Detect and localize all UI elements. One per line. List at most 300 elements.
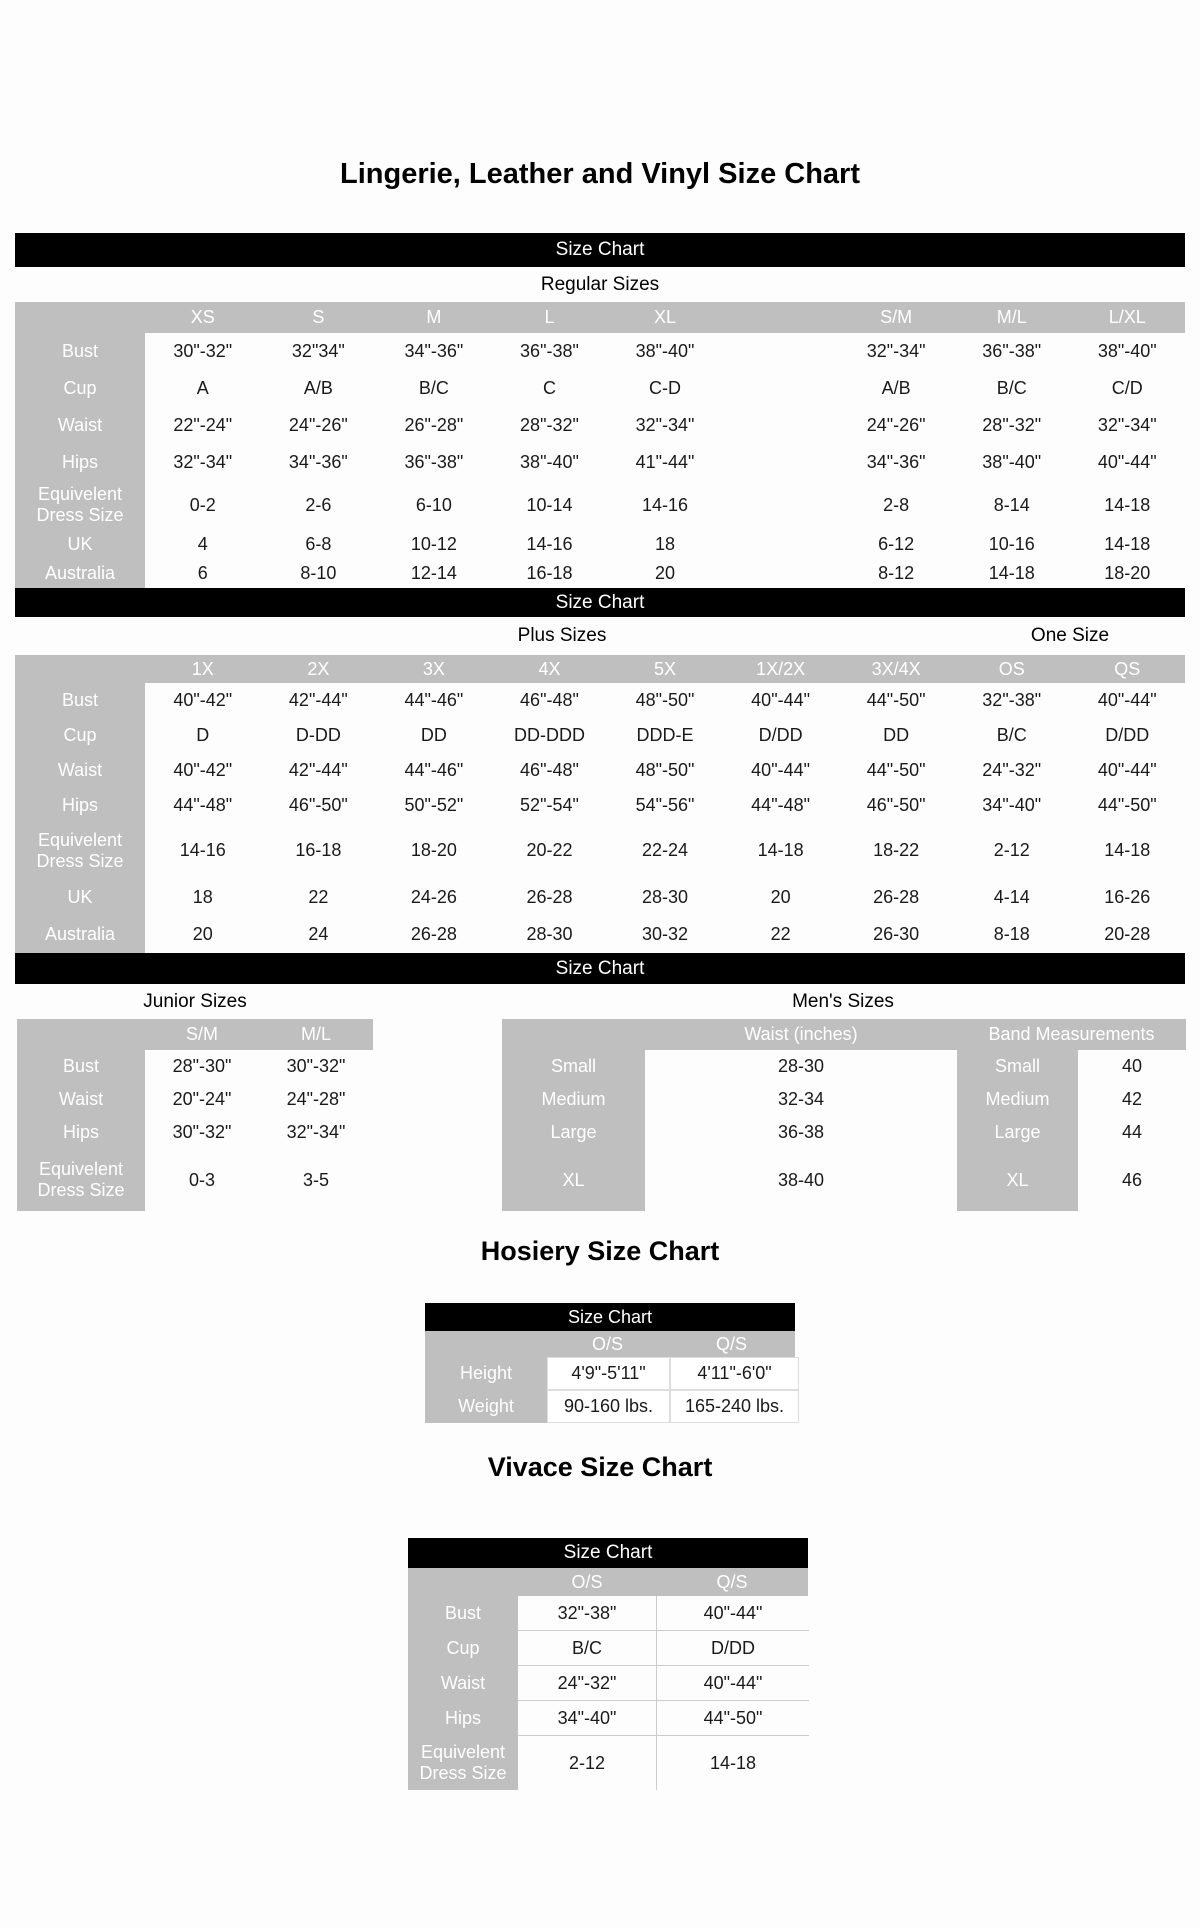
regular-sizes-subtitle: Regular Sizes bbox=[540, 273, 660, 295]
size-value-cell: 36"-38" bbox=[520, 341, 579, 361]
size-value-cell: 28-30 bbox=[526, 924, 573, 944]
size-value-cell: 6-10 bbox=[415, 494, 452, 515]
size-value-cell: C bbox=[542, 378, 556, 398]
corner-cell bbox=[15, 655, 145, 683]
column-header-cell: S/M bbox=[145, 1019, 259, 1050]
column-header-cell: S/M bbox=[838, 302, 954, 333]
row-cells bbox=[145, 683, 1185, 718]
corner-cell bbox=[17, 1019, 145, 1050]
size-value-cell: 28-30 bbox=[642, 886, 689, 907]
size-value-cell: C/D bbox=[1111, 378, 1143, 398]
row-label-cell: Cup bbox=[15, 718, 145, 753]
size-value-cell: 10-12 bbox=[410, 533, 457, 554]
table-row bbox=[408, 1736, 808, 1790]
table-row bbox=[502, 1083, 1186, 1116]
column-header-cell: Q/S bbox=[656, 1568, 808, 1596]
size-chart-bar bbox=[15, 953, 1185, 984]
size-value-cell bbox=[723, 333, 839, 370]
size-value-cell: 24"-32" bbox=[982, 760, 1042, 780]
table-row bbox=[17, 1149, 373, 1211]
row-cells bbox=[145, 916, 1185, 953]
size-value-cell: 18-20 bbox=[410, 840, 457, 860]
table-row bbox=[17, 1050, 373, 1083]
size-value-cell: 16-18 bbox=[295, 840, 342, 860]
header-row bbox=[15, 655, 1185, 683]
page-title: Lingerie, Leather and Vinyl Size Chart bbox=[340, 158, 860, 190]
size-value-cell: 46"-48" bbox=[520, 760, 579, 780]
size-value-cell: B/C bbox=[518, 1631, 656, 1666]
size-value-cell: 20-22 bbox=[526, 840, 573, 860]
size-label-cell: Medium bbox=[957, 1083, 1078, 1116]
row-cells bbox=[145, 370, 1185, 407]
size-value-cell: 28"-30" bbox=[172, 1056, 232, 1076]
size-value-cell: 46"-50" bbox=[288, 795, 348, 815]
row-label-cell: Hips bbox=[15, 444, 145, 481]
row-label-cell: Australia bbox=[15, 916, 145, 953]
size-value-cell: 4-14 bbox=[993, 886, 1030, 907]
junior-mens-subtitle-row bbox=[15, 984, 1185, 1019]
size-value-cell: 90-160 lbs. bbox=[547, 1390, 670, 1423]
row-cells bbox=[145, 407, 1185, 444]
row-label-cell: Hips bbox=[408, 1701, 518, 1736]
row-label-cell: Bust bbox=[408, 1596, 518, 1631]
size-value-cell: 8-10 bbox=[300, 563, 337, 583]
size-value-cell: 14-18 bbox=[1104, 840, 1151, 860]
table-body bbox=[408, 1596, 808, 1790]
size-value-cell: B/C bbox=[996, 378, 1027, 398]
column-header-cell: 1X/2X bbox=[723, 655, 839, 683]
band-value-cell: 42 bbox=[1121, 1089, 1143, 1109]
column-header-cell: M/L bbox=[259, 1019, 373, 1050]
row-label-cell: Hips bbox=[15, 788, 145, 823]
size-value-cell: DD bbox=[883, 725, 910, 745]
size-value-cell: 6-12 bbox=[878, 533, 915, 554]
size-value-cell: 26-28 bbox=[410, 924, 457, 944]
size-value-cell: 34"-40" bbox=[518, 1701, 656, 1736]
size-value-cell: 6-8 bbox=[305, 533, 332, 554]
size-chart-bar-label: Size Chart bbox=[555, 957, 645, 979]
size-label-cell: Large bbox=[502, 1116, 645, 1149]
table-row bbox=[15, 823, 1185, 878]
size-value-cell: 28"-32" bbox=[982, 415, 1042, 435]
size-value-cell: 24 bbox=[308, 924, 329, 944]
row-label-cell: Australia bbox=[15, 559, 145, 588]
row-cells bbox=[145, 788, 1185, 823]
size-value-cell: 36"-38" bbox=[982, 341, 1042, 361]
table-row bbox=[15, 333, 1185, 370]
row-cells bbox=[145, 753, 1185, 788]
size-value-cell: 3-5 bbox=[302, 1169, 329, 1190]
row-label-cell: Bust bbox=[17, 1050, 145, 1083]
size-value-cell bbox=[723, 529, 839, 559]
table-row bbox=[15, 407, 1185, 444]
size-value-cell: 40"-42" bbox=[173, 760, 233, 780]
column-header-cell: OS bbox=[954, 655, 1070, 683]
size-value-cell: 32"-34" bbox=[866, 341, 926, 361]
row-cells bbox=[145, 333, 1185, 370]
waist-value-cell: 32-34 bbox=[777, 1089, 825, 1109]
table-row bbox=[15, 370, 1185, 407]
column-header-cell: O/S bbox=[518, 1568, 656, 1596]
size-value-cell: 24"-32" bbox=[518, 1666, 656, 1701]
table-row bbox=[15, 444, 1185, 481]
header-cells bbox=[145, 302, 1185, 333]
size-value-cell: 2-8 bbox=[883, 494, 910, 515]
size-value-cell: 26-28 bbox=[873, 886, 920, 907]
size-value-cell: 18-22 bbox=[873, 840, 920, 860]
table-row bbox=[17, 1116, 373, 1149]
size-value-cell: 20 bbox=[770, 886, 791, 907]
size-value-cell: 38"-40" bbox=[520, 452, 579, 472]
row-label-cell: Weight bbox=[425, 1390, 547, 1423]
corner-cell bbox=[502, 1019, 645, 1050]
size-value-cell: 30-32 bbox=[642, 924, 689, 944]
column-header-cell: 1X bbox=[145, 655, 261, 683]
size-value-cell: 18 bbox=[192, 886, 213, 907]
size-value-cell: 16-18 bbox=[526, 563, 573, 583]
band-header-cell: Band Measurements bbox=[957, 1019, 1186, 1050]
size-value-cell: 14-18 bbox=[1104, 533, 1151, 554]
size-value-cell: 18 bbox=[655, 533, 676, 554]
size-value-cell: 20-28 bbox=[1104, 924, 1151, 944]
size-chart-bar-label: Size Chart bbox=[563, 1542, 653, 1563]
table-row bbox=[408, 1666, 808, 1701]
table-body bbox=[17, 1050, 373, 1211]
row-cells bbox=[145, 718, 1185, 753]
column-header-cell: 2X bbox=[261, 655, 377, 683]
size-value-cell: 20"-24" bbox=[172, 1089, 232, 1109]
size-value-cell: 48"-50" bbox=[635, 760, 695, 780]
size-label-cell: XL bbox=[957, 1149, 1078, 1211]
plus-sizes-subtitle-row bbox=[15, 617, 1185, 655]
one-size-subtitle: One Size bbox=[1030, 625, 1110, 646]
row-label-cell: Waist bbox=[17, 1083, 145, 1116]
size-chart-bar bbox=[15, 233, 1185, 267]
size-value-cell: 40"-44" bbox=[1097, 690, 1157, 710]
size-value-cell: 24-26 bbox=[410, 886, 457, 907]
size-value-cell: D/DD bbox=[758, 725, 803, 745]
waist-value-cell: 36-38 bbox=[777, 1122, 825, 1142]
row-label-cell: Equivelent Dress Size bbox=[15, 823, 145, 878]
size-value-cell: 32"-34" bbox=[173, 452, 233, 472]
column-header-cell: O/S bbox=[547, 1331, 668, 1357]
size-value-cell: 8-18 bbox=[993, 924, 1030, 944]
row-label-cell: Height bbox=[425, 1357, 547, 1390]
column-header-cell: XL bbox=[607, 302, 723, 333]
size-value-cell: 50"-52" bbox=[404, 795, 464, 815]
size-value-cell: 30"-32" bbox=[173, 341, 233, 361]
size-value-cell: 44"-50" bbox=[866, 690, 926, 710]
table-body bbox=[502, 1050, 1186, 1211]
row-cells bbox=[145, 823, 1185, 878]
size-value-cell: 52"-54" bbox=[520, 795, 579, 815]
size-value-cell: 44"-46" bbox=[404, 760, 464, 780]
size-value-cell: 30"-32" bbox=[172, 1122, 232, 1142]
size-value-cell: DD bbox=[420, 725, 447, 745]
size-value-cell: 14-18 bbox=[757, 840, 804, 860]
size-chart-bar bbox=[408, 1538, 808, 1568]
size-value-cell: B/C bbox=[996, 725, 1027, 745]
size-value-cell: 14-18 bbox=[988, 563, 1035, 583]
size-value-cell: 6 bbox=[197, 563, 208, 583]
row-label-cell: Waist bbox=[15, 407, 145, 444]
column-header-cell bbox=[723, 302, 839, 333]
mens-sizes-subtitle: Men's Sizes bbox=[792, 990, 894, 1012]
size-value-cell: 40"-44" bbox=[751, 690, 810, 710]
size-value-cell: 14-16 bbox=[526, 533, 573, 554]
size-value-cell bbox=[723, 559, 839, 588]
row-label-cell: Equivelent Dress Size bbox=[408, 1736, 518, 1790]
size-value-cell: 40"-44" bbox=[656, 1666, 809, 1701]
corner-cell bbox=[15, 302, 145, 333]
table-body bbox=[425, 1357, 795, 1423]
size-value-cell: 32"-38" bbox=[518, 1596, 656, 1631]
regular-sizes-table bbox=[15, 302, 1185, 588]
header-row bbox=[17, 1019, 373, 1050]
hosiery-section bbox=[425, 1303, 795, 1423]
size-value-cell: 38"-40" bbox=[635, 341, 695, 361]
row-label-cell: Equivelent Dress Size bbox=[15, 481, 145, 529]
size-value-cell: 34"-36" bbox=[866, 452, 926, 472]
table-row bbox=[502, 1050, 1186, 1083]
plus-sizes-section bbox=[15, 588, 1185, 953]
row-cells bbox=[145, 529, 1185, 559]
size-value-cell: 22"-24" bbox=[173, 415, 233, 435]
size-value-cell: 2-12 bbox=[568, 1752, 606, 1773]
size-value-cell: 54"-56" bbox=[635, 795, 695, 815]
size-label-cell: Large bbox=[957, 1116, 1078, 1149]
vivace-title: Vivace Size Chart bbox=[487, 1452, 713, 1482]
size-chart-bar bbox=[425, 1303, 795, 1331]
table-row bbox=[425, 1357, 795, 1390]
junior-sizes-table bbox=[17, 1019, 373, 1211]
mens-sizes-table bbox=[502, 1019, 1186, 1211]
column-header-cell: QS bbox=[1070, 655, 1186, 683]
header-row bbox=[15, 302, 1185, 333]
size-label-cell: XL bbox=[502, 1149, 645, 1211]
header-row bbox=[408, 1568, 808, 1596]
size-value-cell: 26"-28" bbox=[404, 415, 464, 435]
size-value-cell: 4'9"-5'11" bbox=[547, 1357, 670, 1390]
size-value-cell: 0-2 bbox=[189, 494, 216, 515]
size-value-cell: 44"-50" bbox=[1097, 795, 1157, 815]
column-header-cell: 4X bbox=[492, 655, 608, 683]
header-row bbox=[502, 1019, 1186, 1050]
size-value-cell: 32"-38" bbox=[982, 690, 1042, 710]
corner-cell bbox=[425, 1331, 547, 1357]
size-value-cell: 44"-48" bbox=[173, 795, 233, 815]
size-value-cell: 2-12 bbox=[993, 840, 1030, 860]
row-cells bbox=[145, 481, 1185, 529]
size-value-cell: 44"-50" bbox=[866, 760, 926, 780]
size-value-cell: 14-18 bbox=[1104, 494, 1151, 515]
size-value-cell: 40"-44" bbox=[1097, 760, 1157, 780]
size-value-cell: 41"-44" bbox=[635, 452, 695, 472]
size-value-cell: 32"-34" bbox=[1097, 415, 1157, 435]
size-label-cell: Small bbox=[502, 1050, 645, 1083]
size-value-cell bbox=[723, 444, 839, 481]
waist-header-cell: Waist (inches) bbox=[645, 1019, 957, 1050]
vivace-section bbox=[408, 1538, 808, 1790]
size-value-cell: D bbox=[196, 725, 210, 745]
size-value-cell: 12-14 bbox=[410, 563, 457, 583]
header-row bbox=[425, 1331, 795, 1357]
waist-value-cell: 38-40 bbox=[777, 1169, 825, 1190]
table-body bbox=[15, 683, 1185, 953]
size-value-cell: 14-18 bbox=[656, 1736, 809, 1790]
size-value-cell: B/C bbox=[418, 378, 449, 398]
size-value-cell: 20 bbox=[192, 924, 213, 944]
row-cells bbox=[145, 878, 1185, 916]
junior-mens-section bbox=[15, 953, 1185, 1211]
regular-sizes-section bbox=[15, 233, 1185, 588]
size-value-cell: 20 bbox=[655, 563, 676, 583]
hosiery-title: Hosiery Size Chart bbox=[480, 1236, 720, 1266]
table-row bbox=[425, 1390, 795, 1423]
column-header-cell: 3X/4X bbox=[838, 655, 954, 683]
size-value-cell: 46"-50" bbox=[866, 795, 926, 815]
table-row bbox=[17, 1083, 373, 1116]
size-value-cell: 22 bbox=[308, 886, 329, 907]
size-chart-bar-label: Size Chart bbox=[567, 1306, 653, 1327]
size-value-cell: 16-26 bbox=[1104, 886, 1151, 907]
size-chart-bar-label: Size Chart bbox=[555, 239, 645, 260]
table-row bbox=[408, 1701, 808, 1736]
table-row bbox=[502, 1149, 1186, 1211]
size-value-cell bbox=[723, 370, 839, 407]
size-value-cell: 42"-44" bbox=[288, 690, 348, 710]
size-value-cell: 40"-42" bbox=[173, 690, 233, 710]
table-row bbox=[15, 788, 1185, 823]
size-value-cell: 18-20 bbox=[1104, 563, 1151, 583]
size-value-cell: D/DD bbox=[1105, 725, 1150, 745]
size-value-cell: DDD-E bbox=[636, 725, 694, 745]
junior-sizes-subtitle: Junior Sizes bbox=[143, 990, 247, 1012]
row-label-cell: Hips bbox=[17, 1116, 145, 1149]
size-value-cell: 10-14 bbox=[526, 494, 573, 515]
row-label-cell: Cup bbox=[408, 1631, 518, 1666]
size-value-cell: 34"-36" bbox=[288, 452, 348, 472]
band-value-cell: 44 bbox=[1121, 1122, 1143, 1142]
size-value-cell bbox=[723, 481, 839, 529]
size-value-cell: 14-16 bbox=[642, 494, 689, 515]
size-value-cell: 32"-34" bbox=[635, 415, 695, 435]
size-value-cell: 165-240 lbs. bbox=[670, 1390, 799, 1423]
size-value-cell: 40"-44" bbox=[751, 760, 810, 780]
table-row bbox=[15, 753, 1185, 788]
size-value-cell: 38"-40" bbox=[1097, 341, 1157, 361]
row-label-cell: Waist bbox=[15, 753, 145, 788]
column-header-cell: 5X bbox=[607, 655, 723, 683]
regular-sizes-subtitle-row bbox=[15, 267, 1185, 302]
size-value-cell: 22 bbox=[770, 924, 791, 944]
size-value-cell: 32"-34" bbox=[286, 1122, 346, 1142]
size-value-cell: C-D bbox=[649, 378, 682, 398]
size-value-cell: 14-16 bbox=[179, 840, 226, 860]
size-value-cell: 34"-40" bbox=[982, 795, 1042, 815]
size-value-cell: A/B bbox=[303, 378, 333, 398]
size-value-cell: 24"-28" bbox=[286, 1089, 346, 1109]
size-value-cell: A/B bbox=[881, 378, 911, 398]
size-value-cell: 34"-36" bbox=[404, 341, 464, 361]
row-label-cell: Bust bbox=[15, 333, 145, 370]
column-header-cell: M bbox=[376, 302, 492, 333]
plus-sizes-table bbox=[15, 655, 1185, 953]
size-value-cell: 44"-46" bbox=[404, 690, 464, 710]
size-value-cell: 8-14 bbox=[993, 494, 1030, 515]
corner-cell bbox=[408, 1568, 518, 1596]
band-value-cell: 40 bbox=[1121, 1056, 1143, 1076]
size-value-cell: 46"-48" bbox=[520, 690, 579, 710]
table-row bbox=[15, 481, 1185, 529]
column-header-cell: 3X bbox=[376, 655, 492, 683]
size-value-cell: D-DD bbox=[295, 725, 341, 745]
size-value-cell: 24"-26" bbox=[288, 415, 348, 435]
row-cells bbox=[145, 444, 1185, 481]
size-value-cell: 24"-26" bbox=[866, 415, 926, 435]
table-row bbox=[408, 1596, 808, 1631]
table-body bbox=[15, 333, 1185, 588]
table-row bbox=[15, 878, 1185, 916]
row-label-cell: Equivelent Dress Size bbox=[17, 1149, 145, 1211]
size-value-cell: 2-6 bbox=[305, 494, 332, 515]
size-chart-bar-label: Size Chart bbox=[555, 591, 645, 613]
size-value-cell: 38"-40" bbox=[982, 452, 1042, 472]
column-header-cell: L/XL bbox=[1070, 302, 1186, 333]
size-value-cell: 42"-44" bbox=[288, 760, 348, 780]
size-label-cell: Small bbox=[957, 1050, 1078, 1083]
size-value-cell: 44"-48" bbox=[751, 795, 810, 815]
size-value-cell: 4'11"-6'0" bbox=[670, 1357, 799, 1390]
size-value-cell: 48"-50" bbox=[635, 690, 695, 710]
row-label-cell: Waist bbox=[408, 1666, 518, 1701]
table-row bbox=[15, 529, 1185, 559]
column-header-cell: M/L bbox=[954, 302, 1070, 333]
size-value-cell: A bbox=[196, 378, 209, 398]
size-value-cell: 44"-50" bbox=[656, 1701, 809, 1736]
size-value-cell: 36"-38" bbox=[404, 452, 464, 472]
size-value-cell: 40"-44" bbox=[1097, 452, 1157, 472]
size-value-cell: 30"-32" bbox=[286, 1056, 346, 1076]
header-cells bbox=[145, 655, 1185, 683]
size-value-cell bbox=[723, 407, 839, 444]
plus-sizes-subtitle: Plus Sizes bbox=[517, 625, 607, 646]
size-value-cell: 40"-44" bbox=[656, 1596, 809, 1631]
column-header-cell: Q/S bbox=[668, 1331, 795, 1357]
size-value-cell: 0-3 bbox=[188, 1169, 215, 1190]
size-value-cell: 32"34" bbox=[291, 341, 345, 361]
size-value-cell: 10-16 bbox=[988, 533, 1035, 554]
size-label-cell: Medium bbox=[502, 1083, 645, 1116]
table-row bbox=[15, 718, 1185, 753]
table-row bbox=[15, 916, 1185, 953]
table-row bbox=[408, 1631, 808, 1666]
size-value-cell: 26-28 bbox=[526, 886, 573, 907]
row-cells bbox=[145, 559, 1185, 588]
size-value-cell: D/DD bbox=[656, 1631, 809, 1666]
column-header-cell: L bbox=[492, 302, 608, 333]
table-row bbox=[15, 559, 1185, 588]
row-label-cell: UK bbox=[15, 529, 145, 559]
size-value-cell: 22-24 bbox=[642, 840, 689, 860]
band-value-cell: 46 bbox=[1121, 1169, 1143, 1190]
column-header-cell: XS bbox=[145, 302, 261, 333]
size-value-cell: DD-DDD bbox=[513, 725, 585, 745]
table-row bbox=[15, 683, 1185, 718]
size-value-cell: 28"-32" bbox=[520, 415, 579, 435]
table-row bbox=[502, 1116, 1186, 1149]
column-header-cell: S bbox=[261, 302, 377, 333]
